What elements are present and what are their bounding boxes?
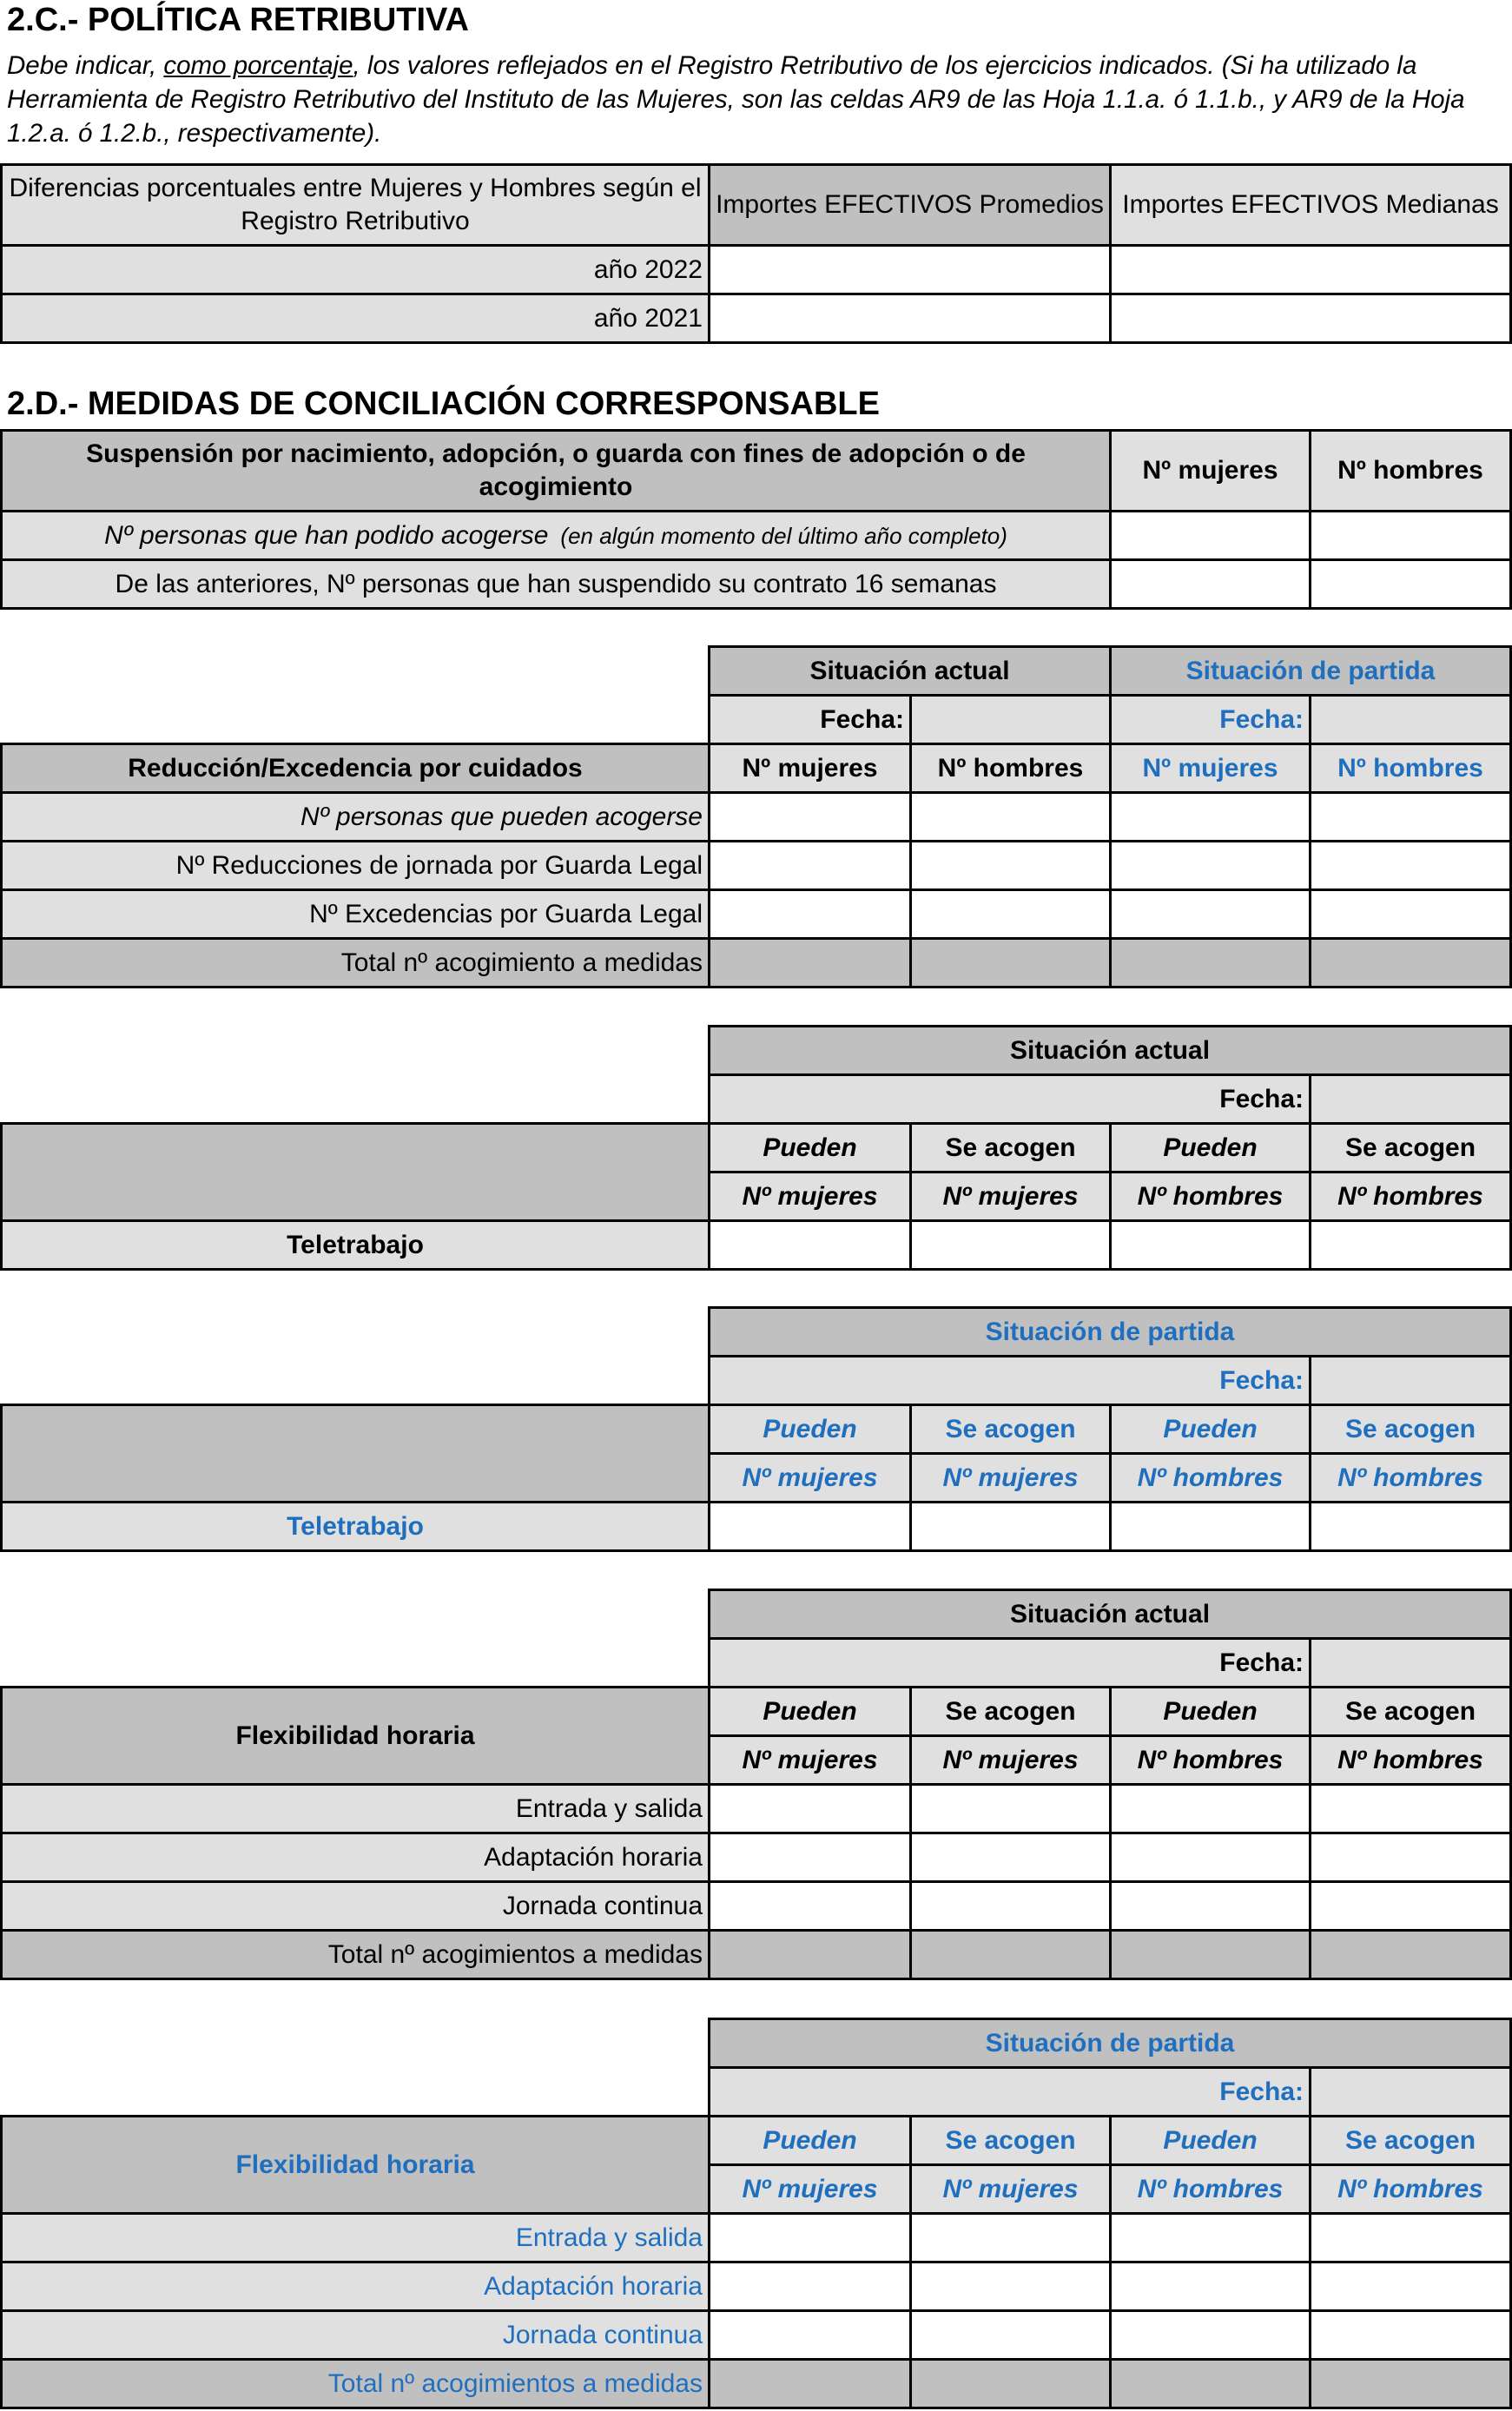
- red-actual-mujeres-header: Nº mujeres: [708, 743, 912, 794]
- red-r3-c3-input[interactable]: [1109, 888, 1311, 940]
- flex-partida-hombres-header: Nº hombres: [1109, 2163, 1311, 2215]
- flex-partida-mujeres-header: Nº mujeres: [909, 2163, 1112, 2215]
- tele-actual-fecha-label: Fecha:: [708, 1073, 1311, 1125]
- flex-actual-r2-c3-input[interactable]: [1109, 1832, 1311, 1883]
- flex-actual-row-label: Entrada y salida: [0, 1783, 710, 1834]
- suspension-16-hombres-input[interactable]: [1309, 558, 1512, 610]
- tele-actual-header: Situación actual: [708, 1025, 1512, 1076]
- tele-partida-pueden-header: Pueden: [1109, 1404, 1311, 1455]
- flex-actual-hombres-header: Nº hombres: [1309, 1734, 1512, 1786]
- red-actual-hombres-header: Nº hombres: [909, 743, 1112, 794]
- instructions-underlined: como porcentaje: [163, 51, 353, 80]
- red-r1-c3-input[interactable]: [1109, 791, 1311, 842]
- tele-partida-c3-input[interactable]: [1109, 1501, 1311, 1552]
- flex-actual-hombres-header: Nº hombres: [1109, 1734, 1311, 1786]
- red-actual-fecha-label: Fecha:: [708, 694, 912, 745]
- year-2021-label: año 2021: [0, 293, 710, 344]
- tele-actual-pueden-header: Pueden: [708, 1122, 912, 1173]
- flex-partida-acogen-header: Se acogen: [1309, 2115, 1512, 2166]
- flex-actual-total-c1: [708, 1929, 912, 1980]
- tele-partida-hombres-header: Nº hombres: [1309, 1452, 1512, 1503]
- year-2022-label: año 2022: [0, 244, 710, 295]
- tele-partida-c2-input[interactable]: [909, 1501, 1112, 1552]
- red-r2-c4-input[interactable]: [1309, 840, 1512, 891]
- suspension-hombres-header: Nº hombres: [1309, 429, 1512, 512]
- red-r1-c4-input[interactable]: [1309, 791, 1512, 842]
- suspension-row-acogerse-label: Nº personas que han podido acogerse: [104, 520, 549, 550]
- flex-partida-acogen-header: Se acogen: [909, 2115, 1112, 2166]
- flex-partida-r3-c4-input[interactable]: [1309, 2309, 1512, 2361]
- suspension-acogerse-mujeres-input[interactable]: [1109, 510, 1311, 561]
- medianas-header: Importes EFECTIVOS Medianas: [1109, 163, 1512, 247]
- flex-actual-acogen-header: Se acogen: [1309, 1686, 1512, 1737]
- reduccion-row-label: Nº Excedencias por Guarda Legal: [0, 888, 710, 940]
- tele-partida-pueden-header: Pueden: [708, 1404, 912, 1455]
- suspension-acogerse-hombres-input[interactable]: [1309, 510, 1512, 561]
- tele-partida-mujeres-header: Nº mujeres: [909, 1452, 1112, 1503]
- flex-partida-total-c1: [708, 2358, 912, 2409]
- reduccion-row-label: Nº personas que pueden acogerse: [0, 791, 710, 842]
- tele-actual-c1-input[interactable]: [708, 1219, 912, 1271]
- flex-partida-total-c2: [909, 2358, 1112, 2409]
- section-2d-title: 2.D.- MEDIDAS DE CONCILIACIÓN CORRESPONSABLE: [7, 386, 880, 422]
- red-partida-mujeres-header: Nº mujeres: [1109, 743, 1311, 794]
- instructions-text-cont: , los valores reflejados en el Registro Retributivo de los ejercicios indicados. (Si ha utilizado la Herramienta de Registro Retributivo del Instituto de las Mujeres, son las celdas AR9 de las Hoja 1.1.a. ó 1.1.b., y AR9 de la Hoja 1.2.a. ó 1.2.b., respectivamente).: [7, 51, 1465, 148]
- flex-actual-row-label: Jornada continua: [0, 1880, 710, 1932]
- promedios-2021-input[interactable]: [708, 293, 1112, 344]
- flex-partida-r3-c3-input[interactable]: [1109, 2309, 1311, 2361]
- tele-actual-c2-input[interactable]: [909, 1219, 1112, 1271]
- flex-actual-r3-c3-input[interactable]: [1109, 1880, 1311, 1932]
- tele-partida-c1-input[interactable]: [708, 1501, 912, 1552]
- flex-actual-fecha-label: Fecha:: [708, 1637, 1311, 1688]
- flex-partida-r2-c2-input[interactable]: [909, 2261, 1112, 2312]
- flex-actual-mujeres-header: Nº mujeres: [708, 1734, 912, 1786]
- tele-partida-fecha-label: Fecha:: [708, 1355, 1311, 1406]
- flex-actual-header: Situación actual: [708, 1589, 1512, 1640]
- tele-partida-blank-header: [0, 1404, 710, 1503]
- red-partida-hombres-header: Nº hombres: [1309, 743, 1512, 794]
- flex-actual-r1-c4-input[interactable]: [1309, 1783, 1512, 1834]
- flex-actual-pueden-header: Pueden: [1109, 1686, 1311, 1737]
- flex-partida-mujeres-header: Nº mujeres: [708, 2163, 912, 2215]
- flex-actual-r1-c3-input[interactable]: [1109, 1783, 1311, 1834]
- tele-actual-row-label: Teletrabajo: [0, 1219, 710, 1271]
- flex-actual-mujeres-header: Nº mujeres: [909, 1734, 1112, 1786]
- flex-partida-r1-c3-input[interactable]: [1109, 2212, 1311, 2263]
- suspension-mujeres-header: Nº mujeres: [1109, 429, 1311, 512]
- red-r3-c2-input[interactable]: [909, 888, 1112, 940]
- medianas-2021-input[interactable]: [1109, 293, 1512, 344]
- red-r2-c2-input[interactable]: [909, 840, 1112, 891]
- flex-partida-r2-c3-input[interactable]: [1109, 2261, 1311, 2312]
- red-r1-c1-input[interactable]: [708, 791, 912, 842]
- flex-partida-r2-c4-input[interactable]: [1309, 2261, 1512, 2312]
- tele-actual-acogen-header: Se acogen: [909, 1122, 1112, 1173]
- flex-actual-r2-c1-input[interactable]: [708, 1832, 912, 1883]
- flex-actual-acogen-header: Se acogen: [909, 1686, 1112, 1737]
- flex-partida-row-label: Entrada y salida: [0, 2212, 710, 2263]
- medianas-2022-input[interactable]: [1109, 244, 1512, 295]
- flex-actual-r3-c1-input[interactable]: [708, 1880, 912, 1932]
- flex-actual-total-label: Total nº acogimientos a medidas: [0, 1929, 710, 1980]
- flex-partida-row-label: Adaptación horaria: [0, 2261, 710, 2312]
- suspension-row-acogerse-note: (en algún momento del último año completo): [560, 522, 1007, 549]
- flex-partida-total-c3: [1109, 2358, 1311, 2409]
- suspension-row-16-semanas: De las anteriores, Nº personas que han suspendido su contrato 16 semanas: [0, 558, 1112, 610]
- red-r1-c2-input[interactable]: [909, 791, 1112, 842]
- tele-actual-pueden-header: Pueden: [1109, 1122, 1311, 1173]
- suspension-row-acogerse: [0, 510, 1112, 561]
- promedios-header: Importes EFECTIVOS Promedios: [708, 163, 1112, 247]
- flex-actual-r1-c1-input[interactable]: [708, 1783, 912, 1834]
- flex-partida-r2-c1-input[interactable]: [708, 2261, 912, 2312]
- red-r3-c4-input[interactable]: [1309, 888, 1512, 940]
- flex-actual-r3-c4-input[interactable]: [1309, 1880, 1512, 1932]
- tele-actual-c3-input[interactable]: [1109, 1219, 1311, 1271]
- flex-partida-pueden-header: Pueden: [1109, 2115, 1311, 2166]
- tele-actual-hombres-header: Nº hombres: [1309, 1171, 1512, 1222]
- tele-partida-mujeres-header: Nº mujeres: [708, 1452, 912, 1503]
- tele-actual-mujeres-header: Nº mujeres: [708, 1171, 912, 1222]
- flex-partida-total-label: Total nº acogimientos a medidas: [0, 2358, 710, 2409]
- section-2c-title: 2.C.- POLÍTICA RETRIBUTIVA: [7, 2, 469, 38]
- tele-partida-header: Situación de partida: [708, 1306, 1512, 1357]
- flex-partida-total-c4: [1309, 2358, 1512, 2409]
- tele-actual-c4-input[interactable]: [1309, 1219, 1512, 1271]
- tele-actual-mujeres-header: Nº mujeres: [909, 1171, 1112, 1222]
- red-partida-fecha-input[interactable]: [1309, 694, 1512, 745]
- instructions-text: Debe indicar,: [7, 51, 164, 80]
- flex-actual-pueden-header: Pueden: [708, 1686, 912, 1737]
- red-total-c2: [909, 937, 1112, 988]
- flex-partida-header: Situación de partida: [708, 2018, 1512, 2069]
- flex-actual-row-label: Adaptación horaria: [0, 1832, 710, 1883]
- red-situacion-actual-header: Situación actual: [708, 645, 1112, 697]
- tele-partida-acogen-header: Se acogen: [1309, 1404, 1512, 1455]
- red-r3-c1-input[interactable]: [708, 888, 912, 940]
- flex-partida-r3-c2-input[interactable]: [909, 2309, 1112, 2361]
- red-total-c1: [708, 937, 912, 988]
- red-situacion-partida-header: Situación de partida: [1109, 645, 1512, 697]
- tele-partida-hombres-header: Nº hombres: [1109, 1452, 1311, 1503]
- flex-partida-r1-c1-input[interactable]: [708, 2212, 912, 2263]
- tele-partida-c4-input[interactable]: [1309, 1501, 1512, 1552]
- tele-actual-acogen-header: Se acogen: [1309, 1122, 1512, 1173]
- flex-partida-pueden-header: Pueden: [708, 2115, 912, 2166]
- flex-actual-r1-c2-input[interactable]: [909, 1783, 1112, 1834]
- flex-actual-r3-c2-input[interactable]: [909, 1880, 1112, 1932]
- flex-partida-hombres-header: Nº hombres: [1309, 2163, 1512, 2215]
- reduccion-header: Reducción/Excedencia por cuidados: [0, 743, 710, 794]
- tele-actual-fecha-input[interactable]: [1309, 1073, 1512, 1125]
- flex-partida-title: Flexibilidad horaria: [0, 2115, 710, 2215]
- flex-partida-fecha-label: Fecha:: [708, 2066, 1311, 2117]
- tele-partida-acogen-header: Se acogen: [909, 1404, 1112, 1455]
- red-r2-c3-input[interactable]: [1109, 840, 1311, 891]
- flex-partida-r1-c4-input[interactable]: [1309, 2212, 1512, 2263]
- flex-partida-r1-c2-input[interactable]: [909, 2212, 1112, 2263]
- flex-actual-total-c4: [1309, 1929, 1512, 1980]
- flex-actual-total-c2: [909, 1929, 1112, 1980]
- flex-actual-fecha-input[interactable]: [1309, 1637, 1512, 1688]
- promedios-2022-input[interactable]: [708, 244, 1112, 295]
- red-actual-fecha-input[interactable]: [909, 694, 1112, 745]
- red-total-c4: [1309, 937, 1512, 988]
- flex-actual-r2-c4-input[interactable]: [1309, 1832, 1512, 1883]
- red-r2-c1-input[interactable]: [708, 840, 912, 891]
- suspension-header: Suspensión por nacimiento, adopción, o guarda con fines de adopción o de acogimiento: [0, 429, 1112, 512]
- red-total-c3: [1109, 937, 1311, 988]
- tele-partida-row-label: Teletrabajo: [0, 1501, 710, 1552]
- reduccion-row-label: Nº Reducciones de jornada por Guarda Legal: [0, 840, 710, 891]
- reduccion-total-label: Total nº acogimiento a medidas: [0, 937, 710, 988]
- tele-partida-fecha-input[interactable]: [1309, 1355, 1512, 1406]
- flex-actual-total-c3: [1109, 1929, 1311, 1980]
- flex-actual-r2-c2-input[interactable]: [909, 1832, 1112, 1883]
- tele-actual-blank-header: [0, 1122, 710, 1222]
- red-partida-fecha-label: Fecha:: [1109, 694, 1311, 745]
- flex-partida-fecha-input[interactable]: [1309, 2066, 1512, 2117]
- tele-actual-hombres-header: Nº hombres: [1109, 1171, 1311, 1222]
- flex-actual-title: Flexibilidad horaria: [0, 1686, 710, 1786]
- section-2c-instructions: [7, 49, 1505, 150]
- flex-partida-r3-c1-input[interactable]: [708, 2309, 912, 2361]
- flex-partida-row-label: Jornada continua: [0, 2309, 710, 2361]
- suspension-16-mujeres-input[interactable]: [1109, 558, 1311, 610]
- pay-gap-label-header: Diferencias porcentuales entre Mujeres y Hombres según el Registro Retributivo: [0, 163, 710, 247]
